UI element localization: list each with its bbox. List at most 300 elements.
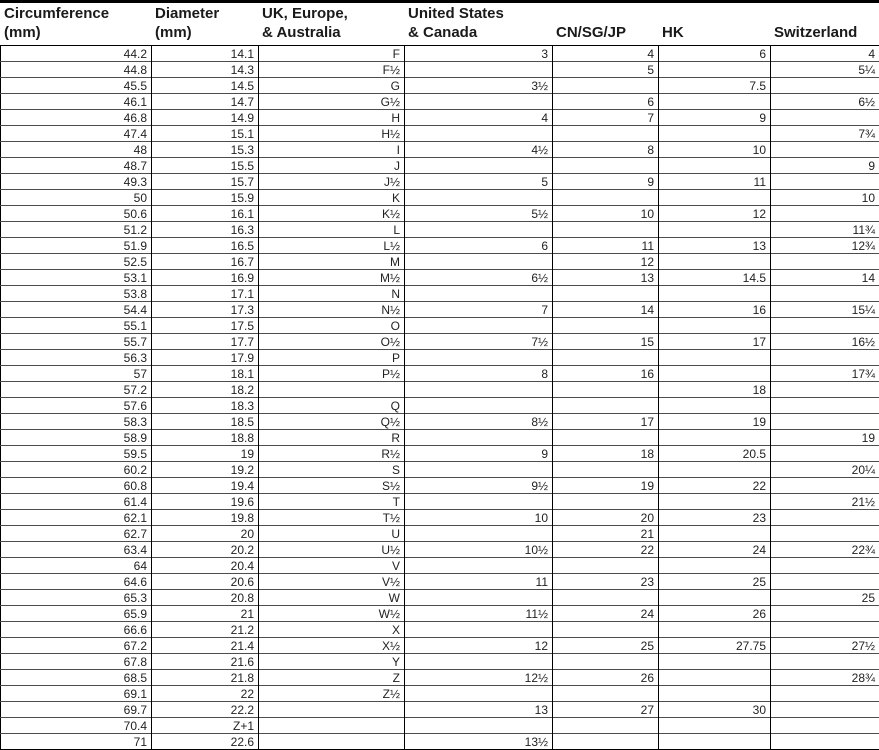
cell-us-canada: 7½ xyxy=(405,334,553,350)
cell-hk xyxy=(659,366,771,382)
cell-uk-europe-australia: T½ xyxy=(259,510,405,526)
ring-size-conversion-table xyxy=(0,45,879,750)
table-row xyxy=(1,446,879,462)
cell-switzerland xyxy=(771,174,879,190)
cell-cn-sg-jp xyxy=(553,222,659,238)
cell-cn-sg-jp xyxy=(553,350,659,366)
cell-switzerland xyxy=(771,206,879,222)
cell-us-canada xyxy=(405,718,553,734)
table-row xyxy=(1,286,879,302)
cell-uk-europe-australia xyxy=(259,702,405,718)
table-row xyxy=(1,510,879,526)
table-row xyxy=(1,430,879,446)
cell-circumference: 50 xyxy=(1,190,152,206)
cell-switzerland xyxy=(771,510,879,526)
cell-cn-sg-jp: 27 xyxy=(553,702,659,718)
cell-us-canada xyxy=(405,350,553,366)
cell-uk-europe-australia: T xyxy=(259,494,405,510)
table-row xyxy=(1,462,879,478)
table-row xyxy=(1,734,879,750)
cell-diameter: 17.9 xyxy=(152,350,259,366)
cell-hk: 17 xyxy=(659,334,771,350)
cell-diameter: 17.1 xyxy=(152,286,259,302)
cell-switzerland xyxy=(771,254,879,270)
cell-hk xyxy=(659,286,771,302)
cell-circumference: 67.2 xyxy=(1,638,152,654)
cell-switzerland xyxy=(771,686,879,702)
cell-us-canada: 5 xyxy=(405,174,553,190)
cell-diameter: 15.9 xyxy=(152,190,259,206)
cell-hk xyxy=(659,590,771,606)
cell-diameter: 16.7 xyxy=(152,254,259,270)
cell-cn-sg-jp: 18 xyxy=(553,446,659,462)
header-switzerland-line2: Switzerland xyxy=(774,23,879,42)
header-hk xyxy=(658,4,770,45)
cell-uk-europe-australia: G xyxy=(259,78,405,94)
cell-circumference: 48.7 xyxy=(1,158,152,174)
cell-circumference: 51.9 xyxy=(1,238,152,254)
cell-hk: 22 xyxy=(659,478,771,494)
cell-hk xyxy=(659,430,771,446)
header-us-line2: & Canada xyxy=(408,23,552,42)
table-row xyxy=(1,654,879,670)
cell-hk: 9 xyxy=(659,110,771,126)
cell-us-canada: 3½ xyxy=(405,78,553,94)
cell-switzerland xyxy=(771,718,879,734)
cell-hk xyxy=(659,62,771,78)
cell-uk-europe-australia: P½ xyxy=(259,366,405,382)
cell-switzerland: 25 xyxy=(771,590,879,606)
cell-diameter: 14.9 xyxy=(152,110,259,126)
cell-us-canada xyxy=(405,590,553,606)
cell-us-canada xyxy=(405,686,553,702)
cell-us-canada xyxy=(405,462,553,478)
table-row xyxy=(1,414,879,430)
cell-hk: 10 xyxy=(659,142,771,158)
cell-switzerland: 7¾ xyxy=(771,126,879,142)
header-uk-line1: UK, Europe, xyxy=(262,4,404,23)
cell-switzerland xyxy=(771,398,879,414)
cell-cn-sg-jp: 14 xyxy=(553,302,659,318)
cell-circumference: 59.5 xyxy=(1,446,152,462)
cell-diameter: 18.1 xyxy=(152,366,259,382)
cell-switzerland xyxy=(771,622,879,638)
cell-uk-europe-australia: M xyxy=(259,254,405,270)
cell-diameter: 18.5 xyxy=(152,414,259,430)
cell-uk-europe-australia: L xyxy=(259,222,405,238)
cell-cn-sg-jp: 19 xyxy=(553,478,659,494)
cell-hk: 13 xyxy=(659,238,771,254)
cell-switzerland xyxy=(771,654,879,670)
cell-circumference: 60.2 xyxy=(1,462,152,478)
cell-diameter: 21.8 xyxy=(152,670,259,686)
table-row xyxy=(1,174,879,190)
cell-switzerland xyxy=(771,478,879,494)
cell-circumference: 64 xyxy=(1,558,152,574)
cell-uk-europe-australia: M½ xyxy=(259,270,405,286)
cell-hk: 16 xyxy=(659,302,771,318)
cell-cn-sg-jp: 13 xyxy=(553,270,659,286)
cell-diameter: 18.8 xyxy=(152,430,259,446)
cell-us-canada: 7 xyxy=(405,302,553,318)
cell-diameter: 20.8 xyxy=(152,590,259,606)
cell-us-canada xyxy=(405,94,553,110)
cell-diameter: 20.6 xyxy=(152,574,259,590)
cell-hk xyxy=(659,126,771,142)
cell-us-canada: 8 xyxy=(405,366,553,382)
cell-us-canada: 11½ xyxy=(405,606,553,622)
cell-uk-europe-australia: P xyxy=(259,350,405,366)
cell-us-canada: 3 xyxy=(405,46,553,62)
cell-diameter: 19 xyxy=(152,446,259,462)
table-row xyxy=(1,270,879,286)
cell-uk-europe-australia: H xyxy=(259,110,405,126)
cell-uk-europe-australia: Y xyxy=(259,654,405,670)
cell-uk-europe-australia: Z½ xyxy=(259,686,405,702)
cell-diameter: 15.3 xyxy=(152,142,259,158)
cell-cn-sg-jp xyxy=(553,462,659,478)
header-hk-line1 xyxy=(662,4,770,23)
cell-hk xyxy=(659,190,771,206)
header-hk-line2: HK xyxy=(662,23,770,42)
cell-cn-sg-jp xyxy=(553,622,659,638)
cell-uk-europe-australia: L½ xyxy=(259,238,405,254)
cell-cn-sg-jp: 15 xyxy=(553,334,659,350)
cell-circumference: 58.3 xyxy=(1,414,152,430)
cell-us-canada: 8½ xyxy=(405,414,553,430)
cell-cn-sg-jp xyxy=(553,286,659,302)
cell-uk-europe-australia: W xyxy=(259,590,405,606)
cell-diameter: 22.6 xyxy=(152,734,259,750)
header-switzerland xyxy=(770,4,879,45)
cell-hk xyxy=(659,670,771,686)
table-row xyxy=(1,574,879,590)
cell-us-canada: 4½ xyxy=(405,142,553,158)
table-header xyxy=(0,3,879,45)
table-row xyxy=(1,302,879,318)
cell-switzerland xyxy=(771,734,879,750)
cell-us-canada xyxy=(405,126,553,142)
cell-hk: 7.5 xyxy=(659,78,771,94)
cell-uk-europe-australia: J½ xyxy=(259,174,405,190)
table-row xyxy=(1,126,879,142)
header-circumference xyxy=(0,4,151,45)
cell-switzerland xyxy=(771,110,879,126)
cell-cn-sg-jp xyxy=(553,190,659,206)
cell-diameter: 15.5 xyxy=(152,158,259,174)
cell-circumference: 69.1 xyxy=(1,686,152,702)
cell-uk-europe-australia: X xyxy=(259,622,405,638)
cell-diameter: 21.2 xyxy=(152,622,259,638)
cell-hk xyxy=(659,654,771,670)
cell-cn-sg-jp: 23 xyxy=(553,574,659,590)
header-us-canada xyxy=(404,4,552,45)
cell-diameter: 19.4 xyxy=(152,478,259,494)
cell-diameter: 16.3 xyxy=(152,222,259,238)
cell-diameter: 17.5 xyxy=(152,318,259,334)
cell-us-canada xyxy=(405,158,553,174)
table-row xyxy=(1,254,879,270)
cell-us-canada xyxy=(405,494,553,510)
table-row xyxy=(1,334,879,350)
cell-hk: 18 xyxy=(659,382,771,398)
cell-us-canada xyxy=(405,62,553,78)
cell-circumference: 48 xyxy=(1,142,152,158)
cell-circumference: 55.1 xyxy=(1,318,152,334)
table-row xyxy=(1,398,879,414)
cell-diameter: 19.2 xyxy=(152,462,259,478)
cell-us-canada xyxy=(405,622,553,638)
table-row xyxy=(1,318,879,334)
cell-cn-sg-jp xyxy=(553,558,659,574)
cell-diameter: Z+1 xyxy=(152,718,259,734)
cell-uk-europe-australia: R xyxy=(259,430,405,446)
cell-cn-sg-jp: 12 xyxy=(553,254,659,270)
cell-switzerland: 14 xyxy=(771,270,879,286)
cell-us-canada xyxy=(405,382,553,398)
cell-diameter: 20.2 xyxy=(152,542,259,558)
cell-diameter: 20.4 xyxy=(152,558,259,574)
cell-cn-sg-jp xyxy=(553,398,659,414)
cell-circumference: 60.8 xyxy=(1,478,152,494)
cell-switzerland: 27½ xyxy=(771,638,879,654)
cell-hk: 19 xyxy=(659,414,771,430)
cell-circumference: 53.1 xyxy=(1,270,152,286)
cell-cn-sg-jp xyxy=(553,158,659,174)
cell-us-canada xyxy=(405,190,553,206)
cell-switzerland: 22¾ xyxy=(771,542,879,558)
cell-uk-europe-australia: Z xyxy=(259,670,405,686)
cell-uk-europe-australia: W½ xyxy=(259,606,405,622)
cell-circumference: 57 xyxy=(1,366,152,382)
cell-us-canada: 13½ xyxy=(405,734,553,750)
cell-us-canada xyxy=(405,430,553,446)
cell-uk-europe-australia: J xyxy=(259,158,405,174)
cell-hk xyxy=(659,718,771,734)
header-diameter xyxy=(151,4,258,45)
cell-cn-sg-jp: 26 xyxy=(553,670,659,686)
cell-switzerland: 6½ xyxy=(771,94,879,110)
cell-hk: 14.5 xyxy=(659,270,771,286)
cell-switzerland: 9 xyxy=(771,158,879,174)
header-diameter-line1: Diameter xyxy=(155,4,258,23)
cell-switzerland xyxy=(771,142,879,158)
cell-circumference: 47.4 xyxy=(1,126,152,142)
cell-us-canada: 6½ xyxy=(405,270,553,286)
cell-uk-europe-australia: K xyxy=(259,190,405,206)
cell-diameter: 17.3 xyxy=(152,302,259,318)
table-row xyxy=(1,46,879,62)
cell-diameter: 15.7 xyxy=(152,174,259,190)
cell-uk-europe-australia xyxy=(259,734,405,750)
cell-uk-europe-australia: F xyxy=(259,46,405,62)
cell-switzerland: 17¾ xyxy=(771,366,879,382)
header-circumference-line2: (mm) xyxy=(4,23,151,42)
cell-hk: 25 xyxy=(659,574,771,590)
cell-circumference: 69.7 xyxy=(1,702,152,718)
cell-cn-sg-jp xyxy=(553,382,659,398)
cell-diameter: 16.9 xyxy=(152,270,259,286)
cell-cn-sg-jp xyxy=(553,686,659,702)
cell-us-canada: 5½ xyxy=(405,206,553,222)
cell-switzerland xyxy=(771,350,879,366)
cell-switzerland xyxy=(771,558,879,574)
header-cn-sg-jp xyxy=(552,4,658,45)
cell-circumference: 62.7 xyxy=(1,526,152,542)
cell-circumference: 64.6 xyxy=(1,574,152,590)
table-row xyxy=(1,206,879,222)
cell-circumference: 70.4 xyxy=(1,718,152,734)
cell-switzerland: 10 xyxy=(771,190,879,206)
table-row xyxy=(1,670,879,686)
cell-circumference: 55.7 xyxy=(1,334,152,350)
cell-cn-sg-jp xyxy=(553,78,659,94)
cell-hk xyxy=(659,222,771,238)
cell-switzerland: 28¾ xyxy=(771,670,879,686)
cell-uk-europe-australia: N xyxy=(259,286,405,302)
cell-hk xyxy=(659,158,771,174)
cell-switzerland xyxy=(771,382,879,398)
table-body xyxy=(1,46,879,750)
cell-switzerland: 5¼ xyxy=(771,62,879,78)
cell-switzerland: 12¾ xyxy=(771,238,879,254)
cell-hk: 6 xyxy=(659,46,771,62)
table-row xyxy=(1,478,879,494)
cell-us-canada xyxy=(405,654,553,670)
cell-diameter: 14.7 xyxy=(152,94,259,110)
table-row xyxy=(1,142,879,158)
cell-cn-sg-jp: 7 xyxy=(553,110,659,126)
cell-uk-europe-australia: U xyxy=(259,526,405,542)
cell-uk-europe-australia: F½ xyxy=(259,62,405,78)
cell-uk-europe-australia xyxy=(259,382,405,398)
cell-us-canada: 10 xyxy=(405,510,553,526)
cell-us-canada xyxy=(405,398,553,414)
cell-hk xyxy=(659,94,771,110)
cell-switzerland xyxy=(771,702,879,718)
table-row xyxy=(1,702,879,718)
cell-hk: 23 xyxy=(659,510,771,526)
cell-us-canada xyxy=(405,526,553,542)
cell-diameter: 17.7 xyxy=(152,334,259,350)
cell-circumference: 57.6 xyxy=(1,398,152,414)
cell-us-canada xyxy=(405,318,553,334)
cell-hk xyxy=(659,462,771,478)
table-row xyxy=(1,638,879,654)
cell-cn-sg-jp: 5 xyxy=(553,62,659,78)
cell-switzerland: 21½ xyxy=(771,494,879,510)
cell-uk-europe-australia: O½ xyxy=(259,334,405,350)
cell-circumference: 71 xyxy=(1,734,152,750)
table-row xyxy=(1,350,879,366)
cell-circumference: 56.3 xyxy=(1,350,152,366)
cell-cn-sg-jp xyxy=(553,590,659,606)
table-row xyxy=(1,366,879,382)
cell-hk xyxy=(659,350,771,366)
cell-circumference: 46.1 xyxy=(1,94,152,110)
cell-cn-sg-jp: 10 xyxy=(553,206,659,222)
cell-hk: 20.5 xyxy=(659,446,771,462)
header-switzerland-line1 xyxy=(774,4,879,23)
cell-cn-sg-jp: 4 xyxy=(553,46,659,62)
cell-diameter: 21 xyxy=(152,606,259,622)
cell-diameter: 18.2 xyxy=(152,382,259,398)
cell-uk-europe-australia: V xyxy=(259,558,405,574)
cell-us-canada: 4 xyxy=(405,110,553,126)
cell-uk-europe-australia xyxy=(259,718,405,734)
cell-circumference: 44.2 xyxy=(1,46,152,62)
cell-cn-sg-jp xyxy=(553,126,659,142)
cell-circumference: 45.5 xyxy=(1,78,152,94)
cell-diameter: 18.3 xyxy=(152,398,259,414)
cell-uk-europe-australia: U½ xyxy=(259,542,405,558)
table-row xyxy=(1,62,879,78)
cell-uk-europe-australia: I xyxy=(259,142,405,158)
cell-switzerland xyxy=(771,318,879,334)
cell-circumference: 65.9 xyxy=(1,606,152,622)
table-row xyxy=(1,622,879,638)
cell-circumference: 63.4 xyxy=(1,542,152,558)
cell-circumference: 61.4 xyxy=(1,494,152,510)
cell-circumference: 50.6 xyxy=(1,206,152,222)
cell-us-canada: 11 xyxy=(405,574,553,590)
cell-uk-europe-australia: H½ xyxy=(259,126,405,142)
cell-cn-sg-jp: 17 xyxy=(553,414,659,430)
table-row xyxy=(1,494,879,510)
cell-cn-sg-jp xyxy=(553,654,659,670)
table-row xyxy=(1,222,879,238)
cell-uk-europe-australia: Q½ xyxy=(259,414,405,430)
cell-circumference: 49.3 xyxy=(1,174,152,190)
cell-circumference: 44.8 xyxy=(1,62,152,78)
cell-cn-sg-jp xyxy=(553,734,659,750)
header-cnsgjp-line1 xyxy=(556,4,658,23)
cell-uk-europe-australia: G½ xyxy=(259,94,405,110)
cell-us-canada: 9½ xyxy=(405,478,553,494)
cell-switzerland: 20¼ xyxy=(771,462,879,478)
cell-circumference: 57.2 xyxy=(1,382,152,398)
table-row xyxy=(1,110,879,126)
header-uk-europe-australia xyxy=(258,4,404,45)
cell-switzerland xyxy=(771,574,879,590)
header-circumference-line1: Circumference xyxy=(4,4,151,23)
cell-hk xyxy=(659,622,771,638)
cell-us-canada xyxy=(405,254,553,270)
cell-hk xyxy=(659,318,771,334)
header-us-line1: United States xyxy=(408,4,552,23)
table-row xyxy=(1,686,879,702)
cell-hk: 12 xyxy=(659,206,771,222)
cell-uk-europe-australia: N½ xyxy=(259,302,405,318)
cell-hk xyxy=(659,526,771,542)
cell-circumference: 53.8 xyxy=(1,286,152,302)
cell-cn-sg-jp: 24 xyxy=(553,606,659,622)
cell-uk-europe-australia: V½ xyxy=(259,574,405,590)
table-row xyxy=(1,558,879,574)
cell-diameter: 21.4 xyxy=(152,638,259,654)
cell-uk-europe-australia: S xyxy=(259,462,405,478)
table-row xyxy=(1,382,879,398)
cell-hk xyxy=(659,254,771,270)
cell-diameter: 14.1 xyxy=(152,46,259,62)
cell-circumference: 66.6 xyxy=(1,622,152,638)
cell-cn-sg-jp xyxy=(553,430,659,446)
cell-switzerland: 11¾ xyxy=(771,222,879,238)
table-row xyxy=(1,718,879,734)
table-row xyxy=(1,542,879,558)
cell-circumference: 58.9 xyxy=(1,430,152,446)
cell-circumference: 68.5 xyxy=(1,670,152,686)
